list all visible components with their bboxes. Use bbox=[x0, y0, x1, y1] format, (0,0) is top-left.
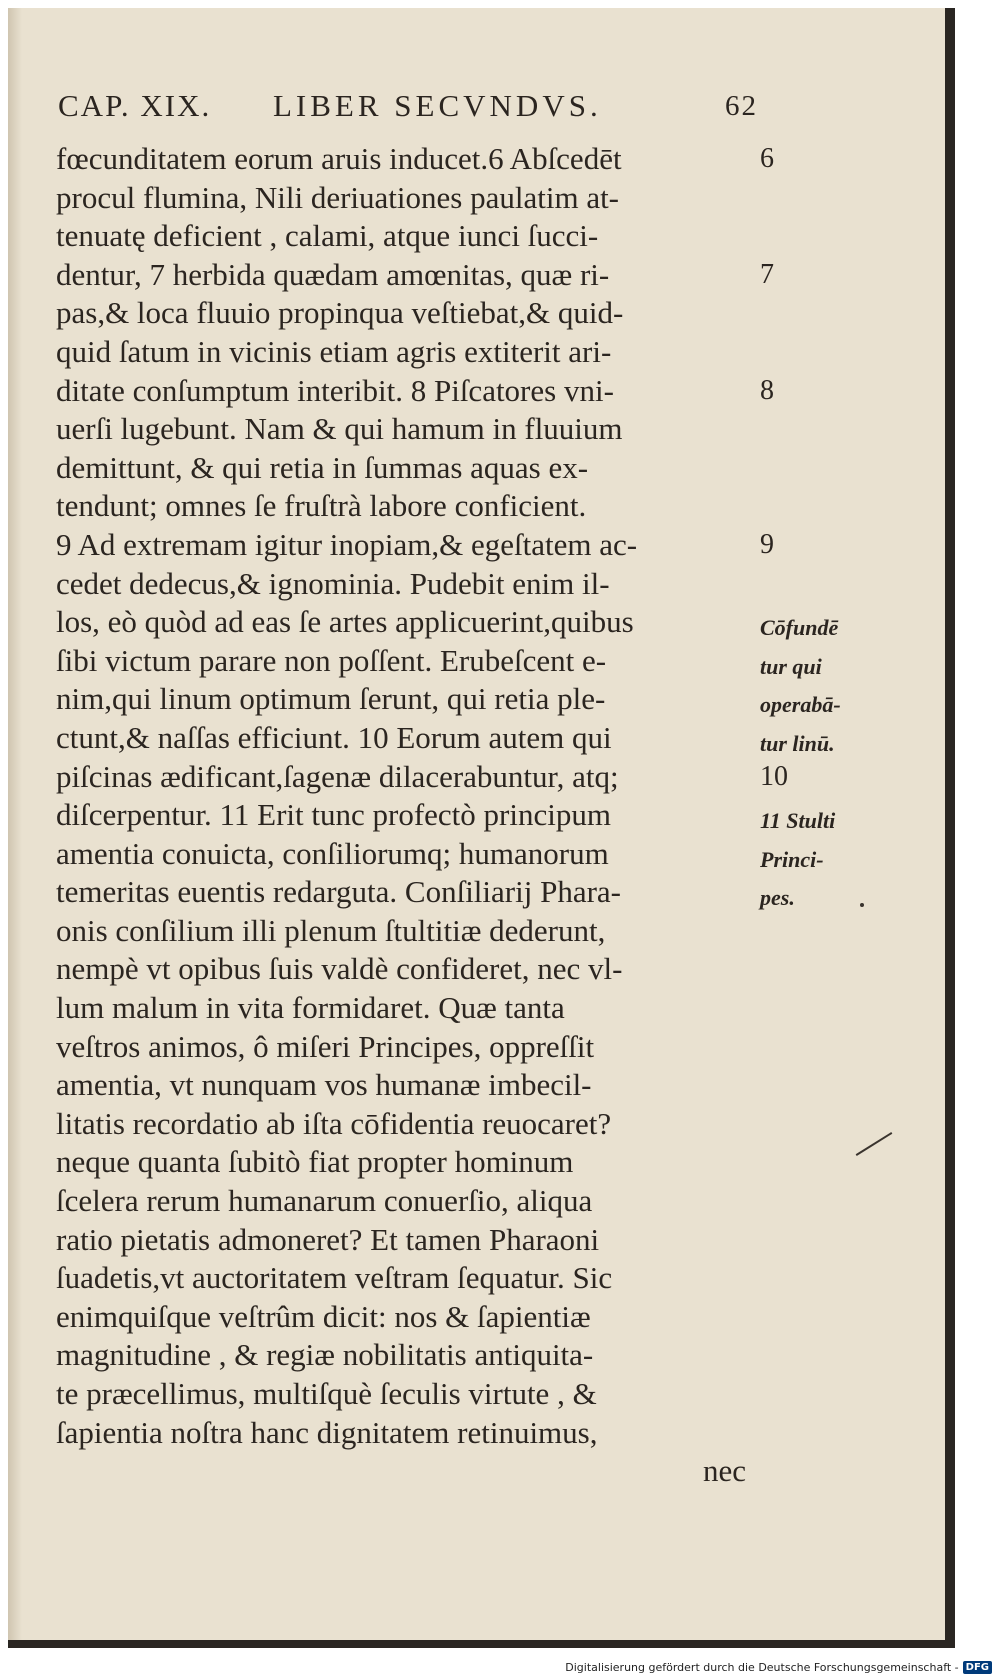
text-line: enimquiſque veſtrûm dicit: nos & ſapientiæ bbox=[56, 1298, 591, 1334]
main-text-block bbox=[56, 140, 756, 1491]
text-line: dentur, 7 herbida quædam amœnitas, quæ ri- bbox=[56, 256, 610, 292]
margin-note: Cōfundē bbox=[760, 615, 839, 641]
catchword: nec bbox=[702, 1453, 746, 1489]
text-line: nim,qui linum optimum ſerunt, qui retia ple- bbox=[56, 681, 606, 717]
text-line: te præcellimus, multiſquè ſeculis virtute , & bbox=[56, 1376, 597, 1411]
text-line: pas,& loca fluuio propinqua veſtiebat,& quid- bbox=[56, 295, 624, 331]
margin-note: tur qui bbox=[760, 653, 822, 679]
text-line: temeritas euentis redarguta. Conſiliarij Phara- bbox=[56, 874, 621, 910]
margin-note: 7 bbox=[760, 258, 774, 290]
text-line: uerſi lugebunt. Nam & qui hamum in fluuium bbox=[56, 411, 623, 447]
pencil-stroke-mark bbox=[856, 1132, 893, 1156]
digitization-footer bbox=[565, 1661, 992, 1674]
text-line: procul flumina, Nili deriuationes paulatim at- bbox=[56, 179, 620, 215]
text-line: los, eò quòd ad eas ſe artes applicuerint,quibus bbox=[56, 604, 634, 640]
book-page bbox=[8, 8, 955, 1648]
margin-note: 9 bbox=[760, 529, 774, 560]
text-line: ſuadetis,vt auctoritatem veſtram ſequatur. Sic bbox=[56, 1260, 613, 1296]
text-line: ſibi victum parare non poſſent. Erubeſcent e- bbox=[56, 642, 607, 678]
text-line: amentia conuicta, conſiliorumq; humanorum bbox=[56, 835, 609, 871]
margin-note: 8 bbox=[760, 374, 774, 406]
text-line: litatis recordatio ab iſta cōfidentia reuocaret? bbox=[56, 1105, 612, 1141]
text-line: ditate conſumptum interibit. 8 Piſcatores vni- bbox=[56, 372, 614, 408]
text-line: demittunt, & qui retia in ſummas aquas ex- bbox=[56, 449, 589, 485]
margin-note: 10 bbox=[760, 760, 788, 792]
margin-note: operabā- bbox=[760, 692, 841, 718]
text-line: tenuatę deficient , calami, atque iunci ſucci- bbox=[56, 218, 599, 254]
text-line: onis conſilium illi plenum ſtultitiæ dederunt, bbox=[56, 912, 606, 948]
text-line: fœcunditatem eorum aruis inducet.6 Abſcedēt bbox=[56, 141, 622, 176]
running-head bbox=[58, 88, 758, 128]
text-line: piſcinas ædificant,ſagenæ dilacerabuntur, atq; bbox=[56, 758, 619, 794]
text-line: ratio pietatis admoneret? Et tamen Pharaoni bbox=[56, 1221, 600, 1257]
chapter-heading: CAP. XIX. bbox=[58, 88, 212, 123]
text-line: veſtros animos, ô miſeri Principes, oppreſſit bbox=[56, 1028, 595, 1064]
text-line: nempè vt opibus ſuis valdè confideret, nec vl- bbox=[56, 951, 623, 987]
text-line: magnitudine , & regiæ nobilitatis antiquita- bbox=[56, 1337, 594, 1373]
text-line: amentia, vt nunquam vos humanæ imbecil- bbox=[56, 1067, 592, 1103]
dfg-logo: DFG bbox=[963, 1661, 992, 1674]
text-line: ſcelera rerum humanarum conuerſio, aliqua bbox=[56, 1183, 593, 1219]
ink-dot bbox=[860, 903, 864, 907]
margin-note: 11 Stulti bbox=[760, 808, 836, 834]
margin-note: 6 bbox=[760, 143, 774, 174]
text-line: 9 Ad extremam igitur inopiam,& egeſtatem ac- bbox=[56, 526, 638, 562]
text-line: quid ſatum in vicinis etiam agris extiterit ari- bbox=[56, 333, 612, 369]
footer-credit: Digitalisierung gefördert durch die Deutsche Forschungsgemeinschaft - bbox=[565, 1661, 959, 1674]
page-number: 62 bbox=[725, 90, 758, 122]
text-line: cedet dedecus,& ignominia. Pudebit enim il- bbox=[56, 565, 610, 601]
margin-note: pes. bbox=[760, 885, 795, 911]
text-line: tendunt; omnes ſe fruſtrà labore conficient. bbox=[56, 488, 587, 524]
text-line: ſapientia noſtra hanc dignitatem retinuimus, bbox=[56, 1414, 598, 1450]
text-line: ctunt,& naſſas efficiunt. 10 Eorum autem qui bbox=[56, 719, 612, 755]
text-line: diſcerpentur. 11 Erit tunc profectò principum bbox=[56, 797, 611, 833]
text-line: neque quanta ſubitò fiat propter hominum bbox=[56, 1144, 574, 1180]
text-line: lum malum in vita formidaret. Quæ tanta bbox=[56, 990, 565, 1026]
margin-note: tur linū. bbox=[760, 731, 835, 756]
margin-note: Princi- bbox=[760, 846, 824, 872]
book-title: LIBER SECVNDVS. bbox=[273, 88, 602, 123]
